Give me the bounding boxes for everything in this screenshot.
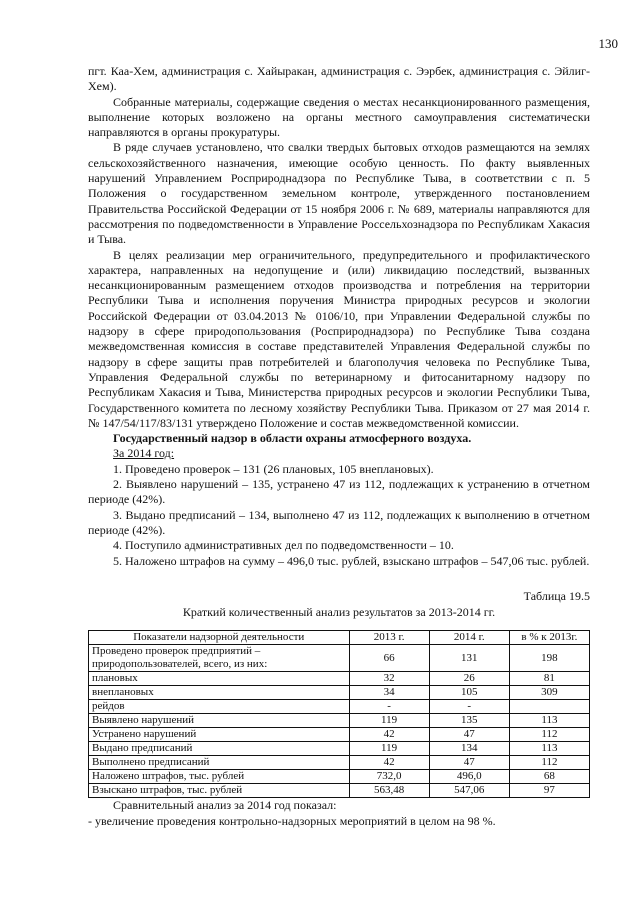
- table-cell: 42: [349, 756, 429, 770]
- table-row: [89, 728, 590, 742]
- list-item: 5. Наложено штрафов на сумму – 496,0 тыс. рублей, взыскано штрафов – 547,06 тыс. рублей.: [113, 553, 590, 568]
- section-heading: Государственный надзор в области охраны атмосферного воздуха.: [113, 431, 472, 446]
- table-cell: 105: [429, 686, 509, 700]
- table-cell: Проведено проверок предприятий – природопользователей, всего, из них:: [89, 645, 350, 672]
- table-cell: 42: [349, 728, 429, 742]
- table-cell: 547,06: [429, 784, 509, 798]
- results-list: [88, 462, 590, 569]
- table-cell: 119: [349, 742, 429, 756]
- table-cell: 198: [509, 645, 589, 672]
- list-item: 2. Выявлено нарушений – 135, устранено 47 из 112, подлежащих к устранению в отчетном периоде (42%).: [88, 477, 590, 507]
- table-cell: -: [429, 700, 509, 714]
- table-header-cell: в % к 2013г.: [509, 631, 589, 645]
- table-cell: 47: [429, 756, 509, 770]
- table-cell: Наложено штрафов, тыс. рублей: [89, 770, 350, 784]
- table-row: [89, 742, 590, 756]
- page-number: 130: [598, 36, 618, 51]
- table-cell: 135: [429, 714, 509, 728]
- table-cell: 131: [429, 645, 509, 672]
- table-row: [89, 672, 590, 686]
- table-cell: внеплановых: [89, 686, 350, 700]
- table-cell: 47: [429, 728, 509, 742]
- table-caption: Краткий количественный анализ результатов за 2013-2014 гг.: [182, 605, 496, 620]
- table-cell: 112: [509, 728, 589, 742]
- table-header-cell: 2014 г.: [429, 631, 509, 645]
- table-cell: 134: [429, 742, 509, 756]
- table-cell: [509, 700, 589, 714]
- table-cell: рейдов: [89, 700, 350, 714]
- table-cell: 68: [509, 770, 589, 784]
- table-cell: 66: [349, 645, 429, 672]
- paragraph-commission: В целях реализации мер ограничительного, предупредительного и профилактического характера, направленных на недопущение и (или) ликвидацию последствий, вызванных несанкционированным размещением отходов производства и потребления на территории Республики Тыва и исполнения поручения Министра природных ресурсов и экологии Российской Федерации от 03.04.2013 № 0106/10, при Управлении Федеральной службы по надзору в сфере природопользования (Росприроднадзора) по Республике Тыва создана межведомственная комиссия в составе представителей Управления Федеральной службы по надзору в сфере защиты прав потребителей и благополучия человека по Республике Тыва, Управления Федеральной службы по ветеринарному и фитосанитарному надзору по Республикам Хакасия и Тыва, Министерства природных ресурсов и экологии Республики Тыва, Государственного комитета по лесному хозяйству Республики Тыва. Приказом от 27 мая 2014 г. № 147/54/117/83/131 утверждено Положение и состав межведомственной комиссии.: [88, 247, 590, 430]
- analysis-intro: Сравнительный анализ за 2014 год показал:: [113, 798, 337, 813]
- table-row: [89, 756, 590, 770]
- table-cell: 81: [509, 672, 589, 686]
- page-content: [88, 64, 590, 829]
- list-item: 3. Выдано предписаний – 134, выполнено 47 из 112, подлежащих к выполнению в отчетном периоде (42%).: [88, 507, 590, 537]
- table-row: [89, 686, 590, 700]
- paragraph-materials: Собранные материалы, содержащие сведения о местах несанкционированного размещения, выполнение которых возложено на органы местного самоуправления систематически направляются в органы прокуратуры.: [88, 94, 590, 140]
- table-cell: 732,0: [349, 770, 429, 784]
- table-header-cell: 2013 г.: [349, 631, 429, 645]
- table-row: [89, 714, 590, 728]
- table-cell: 309: [509, 686, 589, 700]
- table-cell: Устранено нарушений: [89, 728, 350, 742]
- table-cell: 113: [509, 714, 589, 728]
- table-cell: 34: [349, 686, 429, 700]
- results-table: [88, 630, 590, 798]
- table-header-row: [89, 631, 590, 645]
- table-cell: плановых: [89, 672, 350, 686]
- table-cell: 32: [349, 672, 429, 686]
- table-cell: 119: [349, 714, 429, 728]
- table-cell: 97: [509, 784, 589, 798]
- table-row: [89, 784, 590, 798]
- paragraph-continuation: пгт. Каа-Хем, администрация с. Хайыракан, администрация с. Ээрбек, администрация с. Эйлиг-Хем).: [88, 64, 590, 94]
- table-cell: 496,0: [429, 770, 509, 784]
- table-cell: 26: [429, 672, 509, 686]
- table-row: [89, 645, 590, 672]
- table-cell: Выявлено нарушений: [89, 714, 350, 728]
- table-header-cell: Показатели надзорной деятельности: [89, 631, 350, 645]
- table-cell: Выполнено предписаний: [89, 756, 350, 770]
- list-item: 4. Поступило административных дел по подведомственности – 10.: [113, 538, 454, 553]
- table-cell: 113: [509, 742, 589, 756]
- table-row: [89, 700, 590, 714]
- analysis-item: - увеличение проведения контрольно-надзорных мероприятий в целом на 98 %.: [88, 813, 496, 828]
- table-cell: Взыскано штрафов, тыс. рублей: [89, 784, 350, 798]
- list-item: 1. Проведено проверок – 131 (26 плановых, 105 внеплановых).: [113, 461, 434, 476]
- table-row: [89, 770, 590, 784]
- table-cell: 112: [509, 756, 589, 770]
- table-cell: Выдано предписаний: [89, 742, 350, 756]
- table-cell: -: [349, 700, 429, 714]
- period-label: За 2014 год:: [113, 446, 175, 461]
- table-label: Таблица 19.5: [523, 588, 590, 603]
- table-cell: 563,48: [349, 784, 429, 798]
- paragraph-landfills: В ряде случаев установлено, что свалки твердых бытовых отходов размещаются на землях сельскохозяйственного назначения, имеющие особую ценность. По факту выявленных нарушений Управлением Росприроднадзора по Республике Тыва, в соответствии с п. 5 Положения о государственном земельном контроле, утвержденного постановлением Правительства Российской Федерации от 15 ноября 2006 г. № 689, материалы направляются для рассмотрения по подведомственности в Управление Россельхознадзора по Республикам Хакасия и Тыва.: [88, 140, 590, 247]
